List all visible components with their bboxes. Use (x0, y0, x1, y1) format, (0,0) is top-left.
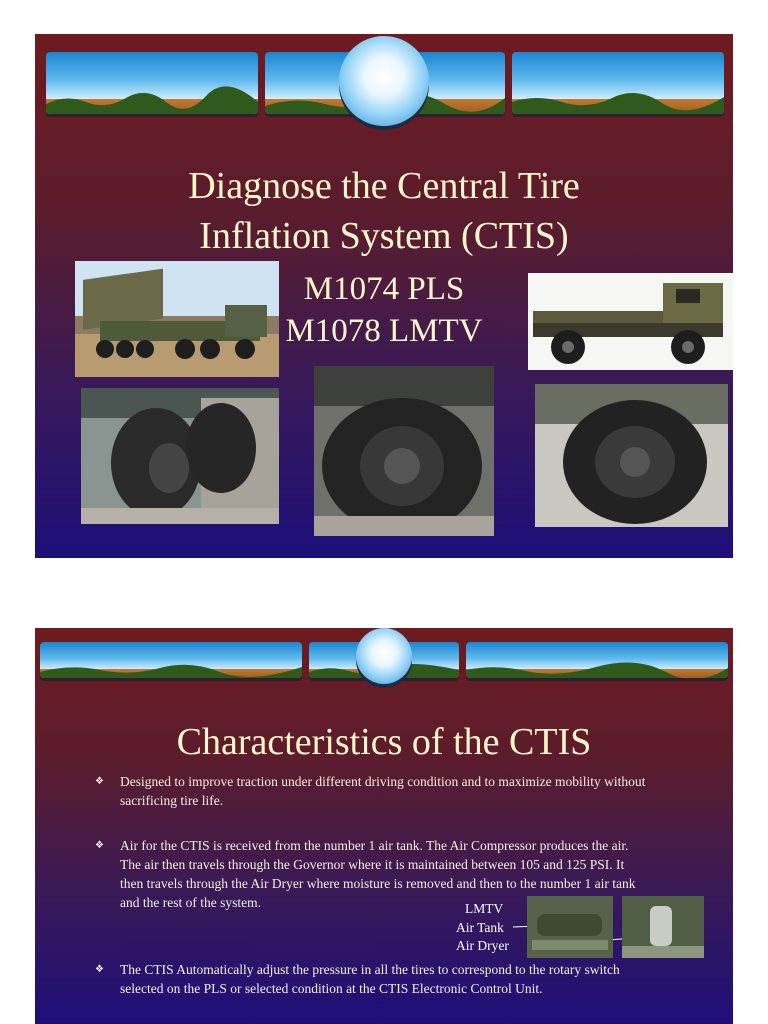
photo-pls-truck (75, 261, 279, 377)
globe-logo (356, 628, 412, 684)
photo-dual-tires (81, 388, 279, 524)
bullet-text: Designed to improve traction under different driving condition and to maximize mobility without sacrificing tire life. (120, 774, 646, 808)
slide-1 (35, 34, 733, 558)
callout-lmtv: LMTV (465, 901, 504, 916)
photo-flat-tire (314, 366, 494, 536)
photo-air-dryer (622, 896, 704, 958)
photo-air-tank (527, 896, 613, 958)
slide-2-title: Characteristics of the CTIS (176, 721, 592, 763)
banner-panel-left (46, 52, 258, 114)
model-lmtv: M1078 LMTV (285, 313, 483, 349)
model-pls: M1074 PLS (303, 271, 465, 307)
bullet-text: The CTIS Automatically adjust the pressure in all the tires to correspond to the rotary switch selected on the PLS or selected condition at the CTIS Electronic Control Unit. (120, 962, 620, 996)
diamond-bullet-icon: ❖ (95, 840, 104, 851)
diamond-bullet-icon: ❖ (95, 964, 104, 975)
banner-panel-right (466, 642, 728, 678)
callout-air-dryer: Air Dryer (456, 938, 509, 953)
slide-2 (35, 628, 733, 1024)
callout-air-tank: Air Tank (456, 920, 504, 935)
banner-panel-left (40, 642, 302, 678)
diamond-bullet-icon: ❖ (95, 776, 104, 787)
title-line-2: Inflation System (CTIS) (199, 215, 569, 257)
globe-logo (339, 36, 429, 126)
slide-1-title (35, 161, 733, 261)
photo-lmtv-truck (528, 273, 733, 370)
banner-panel-right (512, 52, 724, 114)
bullet-text: Air for the CTIS is received from the number 1 air tank. The Air Compressor produces the air. The air then travels through the Governor where it is maintained between 105 and 125 PSI. It then travels through the Air Dryer where moisture is removed and then to the number 1 air tank and the rest of the system. (120, 838, 636, 910)
photo-single-tire (535, 384, 728, 527)
title-line-1: Diagnose the Central Tire (188, 165, 580, 207)
